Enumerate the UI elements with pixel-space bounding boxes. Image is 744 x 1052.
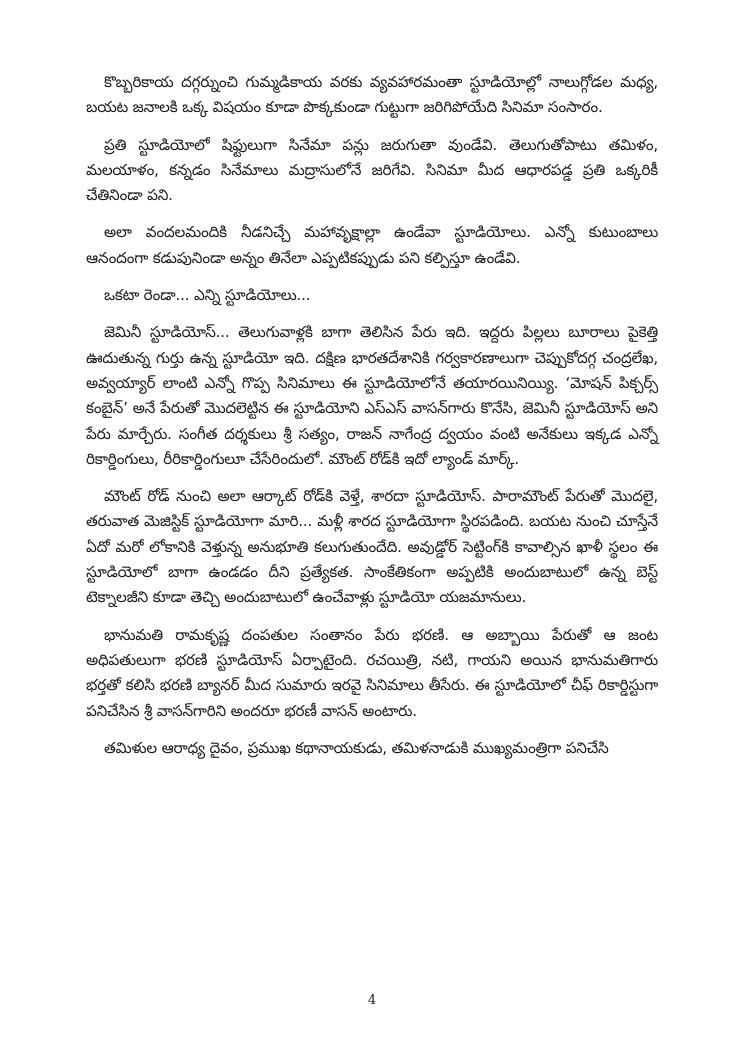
paragraph-4: ఒకటా రెండా... ఎన్ని స్టూడియోలు... [104, 286, 311, 305]
body-text [86, 70, 658, 773]
paragraph-8: తమిళుల ఆరాధ్య దైవం, ప్రముఖ కథానాయకుడు, తమిళనాడుకి ముఖ్యమంత్రిగా పనిచేసి [104, 738, 609, 757]
paragraph-1: కొబ్బరికాయ దగ్గర్నుంచి గుమ్మడికాయ వరకు వ్యవహారమంతా స్టూడియోల్లో నాలుగ్గోడల మధ్య, బయట జనాలకి ఒక్క విషయం కూడా పొక్కకుండా గుట్టుగా జరిగిపోయేది సినిమా సంసారం. [86, 73, 658, 117]
paragraph-7: భానుమతి రామకృష్ణ దంపతుల సంతానం పేరు భరణి. ఆ అబ్బాయి పేరుతో ఆ జంట అధిపతులుగా భరణి స్టూడియోస్ ఏర్పాటైంది. రచయిత్రి, నటి, గాయని అయిన భానుమతిగారు భర్తతో కలిసి భరణి బ్యానర్ మీద సుమారు ఇరవై సినిమాలు తీసేరు. ఈ స్టూడియోలో చీఫ్ రికార్డిస్టుగా పనిచేసిన శ్రీ వాసన్‌గారిని అందరూ భరణీ వాసన్ అంటారు. [86, 625, 658, 720]
paragraph-6: మౌంట్ రోడ్ నుంచి అలా ఆర్కాట్ రోడ్‌కి వెళ్తే, శారదా స్టూడియోస్. పారామౌంట్ పేరుతో మొదలై, తరువాత మెజిస్టిక్ స్టూడియోగా మారి... మళ్లీ శారద స్టూడియోగా స్థిరపడింది. బయట నుంచి చూస్తేనే ఏదో మరో లోకానికి వెళ్తున్న అనుభూతి కలుగుతుందేది. అవుడ్డోర్ సెట్టింగ్‌కి కావాల్సిన ఖాళీ స్థలం ఈ స్టూడియోలో బాగా ఉండడం దీని ప్రత్యేకత. సాంకేతికంగా అప్పటికి అందుబాటులో ఉన్న బెస్ట్ టెక్నాలజీని కూడా తెచ్చి అందుబాటులో ఉంచేవాళ్లు స్టూడియో యజమానులు. [86, 487, 658, 607]
page-number: 4 [367, 993, 377, 1008]
paragraph-3: అలా వందలమందికి నీడనిచ్చే మహావృక్షాల్లా ఉండేవా స్టూడియోలు. ఎన్నో కుటుంబాలు ఆనందంగా కడుపునిండా అన్నం తినేలా ఎప్పటికప్పుడు పని కల్పిస్తూ ఉండేవి. [86, 223, 658, 267]
paragraph-5: జెమినీ స్టూడియోస్... తెలుగువాళ్లకి బాగా తెలిసిన పేరు ఇది. ఇద్దరు పిల్లలు బూరాలు పైకెత్తి ఊదుతున్న గుర్తు ఉన్న స్టూడియో ఇది. దక్షిణ భారతదేశానికి గర్వకారణాలుగా చెప్పుకోదగ్గ చంద్రలేఖ, అవ్వయ్యార్ లాంటి ఎన్నో గొప్ప సినిమాలు ఈ స్టూడియోలోనే తయారయినియ్యి. ‘మోషన్ పిక్చర్స్ కంబైన్’ అనే పేరుతో మొదలెట్టిన ఈ స్టూడియోని ఎస్ఎస్ వాసన్‌గారు కొనేసి, జెమినీ స్టూడియోస్ అని పేరు మార్చేరు. సంగీత దర్శకులు శ్రీ సత్యం, రాజన్ నాగేంద్ర ద్వయం వంటి అనేకులు ఇక్కడ ఎన్నో రికార్డింగులు, రీరికార్డింగులూ చేసేరిందులో. మౌంట్ రోడ్‌కి ఇదో ల్యాండ్ మార్క్. [86, 323, 658, 468]
paragraph-2: ప్రతి స్టూడియోలో షిఫ్టులుగా సినేమా పన్లు జరుగుతా వుండేవి. తెలుగుతోపాటు తమిళం, మలయాళం, కన్నడం సినేమాలు మద్రాసులోనే జరిగేవి. సినిమా మీద ఆధారపడ్డ ప్రతి ఒక్కరికీ చేతినిండా పని. [86, 135, 658, 205]
